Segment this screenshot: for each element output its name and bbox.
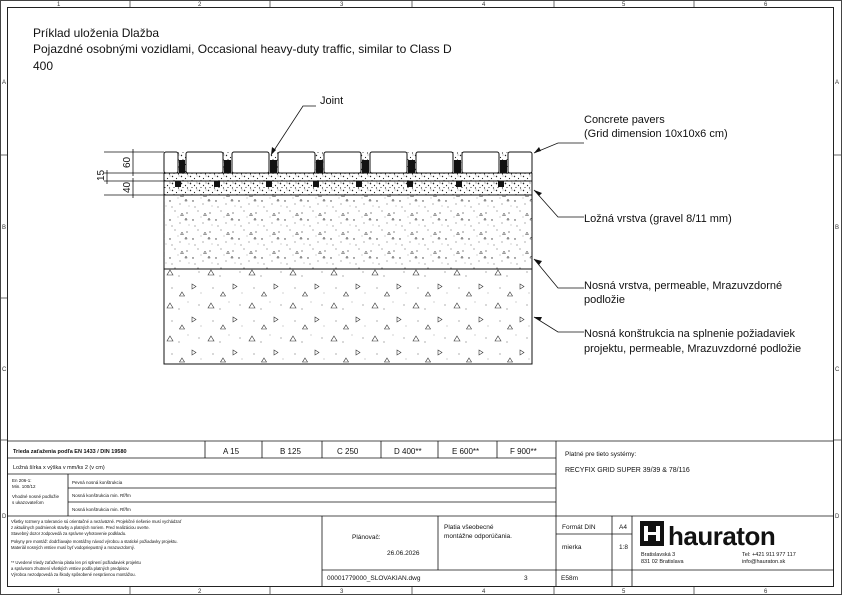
drawing-title: Príklad uloženia Dlažba — [33, 26, 160, 40]
sheet-number: 3 — [524, 575, 528, 582]
grid-col-6-bottom: 6 — [764, 589, 768, 595]
label-bedding: Ložná vrstva (gravel 8/11 mm) — [584, 213, 732, 225]
base-fill — [164, 195, 532, 269]
email: info@hauraton.sk — [742, 559, 786, 565]
planner-label: Plánovač: — [352, 534, 381, 541]
dim-15: 15 — [96, 169, 107, 181]
scale-value: 1:8 — [619, 544, 629, 551]
file-name: 00001779000_SLOVAKIAN.dwg — [327, 575, 421, 582]
format-label: Formát DIN — [562, 524, 596, 531]
size-row-label: Ložná šírka x výška v mm/ks 2 (v cm) — [13, 465, 105, 471]
note-7: a správnom zhutnení všetkých vrstiev podľa platných predpisov. — [11, 566, 130, 571]
grid-col-5-bottom: 5 — [622, 589, 626, 595]
scale-label: mierka — [562, 544, 582, 551]
grid-col-4-top: 4 — [482, 2, 486, 8]
support-row-b: Nosná konštrukcia min. Rf/fm — [72, 493, 131, 498]
note-6: ** Uvedené triedy zaťaženia platia len pri splnení požiadaviek projektu — [11, 560, 141, 565]
dimension-lines — [104, 149, 164, 198]
phone: Tel: +421 911 977 117 — [742, 552, 796, 558]
drawing-code: E58m — [561, 575, 578, 582]
grid-col-5-top: 5 — [622, 2, 626, 8]
grid-row-a-left: A — [2, 80, 7, 86]
grid-col-3-top: 3 — [340, 2, 344, 8]
support-row-c: Nosná konštrukcia min. Rf/fm — [72, 507, 131, 512]
note-3: Stavebný dozor zodpovedá za správne vyhotovenie podkladu. — [11, 531, 127, 536]
logo-wordmark: hauraton — [668, 521, 776, 551]
grid-col-2-bottom: 2 — [198, 589, 202, 595]
note-2: z aktuálnych podmienok stavby a platných noriem. Pred realizáciou overte. — [11, 525, 150, 530]
disclaimer-line-1: Platia všeobecné — [444, 524, 494, 531]
grid-row-d-left: D — [2, 514, 7, 520]
drawing-date: 26.06.2026 — [387, 550, 420, 557]
side-note-4: s ukazovateľom — [12, 500, 44, 505]
label-subgrade-2: projektu, permeable, Mrazuvzdorné podložie — [584, 343, 802, 355]
grid-col-1-bottom: 1 — [57, 589, 61, 595]
note-1: Všetky rozmery a tolerancie sú orientačné a nezáväzné. Projekčné riešenie musí vychádzať — [11, 519, 182, 524]
side-note-2: Min. 100/12 — [12, 484, 36, 489]
label-pavers-grid: (Grid dimension 10x10x6 cm) — [584, 128, 728, 140]
note-4: Pokyny pre montáž: dodržiavajte montážny návod výrobcu a statické požiadavky projektu. — [11, 539, 178, 544]
class-c250: C 250 — [337, 447, 359, 456]
grid-col-6-top: 6 — [764, 2, 768, 8]
address-line-2: 831 02 Bratislava — [641, 559, 684, 565]
grid-row-c-right: C — [835, 367, 840, 373]
grid-col-1-top: 1 — [57, 2, 61, 8]
label-subgrade: Nosná konštrukcia na splnenie požiadaviek — [584, 328, 795, 340]
class-f900: F 900** — [510, 447, 537, 456]
grid-col-2-top: 2 — [198, 2, 202, 8]
drawing-subtitle: Pojazdné osobnými vozidlami, Occasional heavy-duty traffic, similar to Class D — [33, 42, 452, 56]
format-value: A4 — [619, 524, 627, 531]
cross-section — [164, 152, 532, 364]
subgrade-fill — [164, 269, 532, 364]
grid-row-a-right: A — [835, 80, 840, 86]
disclaimer-line-2: montážne odporúčania. — [444, 533, 512, 540]
address-line-1: Bratislavská 3 — [641, 552, 676, 558]
class-e600: E 600** — [452, 447, 480, 456]
dim-40: 40 — [122, 181, 133, 193]
support-row-a: Pevná nosná konštrukcia — [72, 480, 123, 485]
dim-60: 60 — [122, 156, 133, 168]
class-b125: B 125 — [280, 447, 301, 456]
hauraton-logo — [640, 521, 775, 551]
paver-row — [164, 152, 532, 188]
side-note-1: En 206-1: — [12, 478, 32, 483]
drawing-class: 400 — [33, 59, 54, 73]
grid-row-b-right: B — [835, 225, 840, 231]
grid-row-c-left: C — [2, 367, 7, 373]
label-joint: Joint — [320, 95, 344, 107]
grid-col-4-bottom: 4 — [482, 589, 486, 595]
note-5: Materiál nosných vrstiev musí byť vodopriepustný a mrazuvzdorný. — [11, 545, 135, 550]
side-note-3: Vhodné nosné podložie — [12, 494, 60, 499]
system-name: RECYFIX GRID SUPER 39/39 & 78/116 — [565, 467, 690, 474]
valid-systems-title: Platné pre tieto systémy: — [565, 451, 637, 458]
class-a15: A 15 — [223, 447, 240, 456]
grid-col-3-bottom: 3 — [340, 589, 344, 595]
class-d400: D 400** — [394, 447, 422, 456]
grid-row-d-right: D — [835, 514, 840, 520]
label-base: Nosná vrstva, permeable, Mrazuvzdorné — [584, 280, 783, 292]
grid-row-b-left: B — [2, 225, 7, 231]
label-base-2: podložie — [584, 294, 625, 306]
load-class-title: Trieda zaťaženia podľa EN 1433 / DIN 19580 — [13, 449, 127, 455]
label-pavers: Concrete pavers — [584, 114, 665, 126]
note-8: Výrobca nezodpovedá za škody spôsobené nesprávnou montážou. — [11, 572, 136, 577]
